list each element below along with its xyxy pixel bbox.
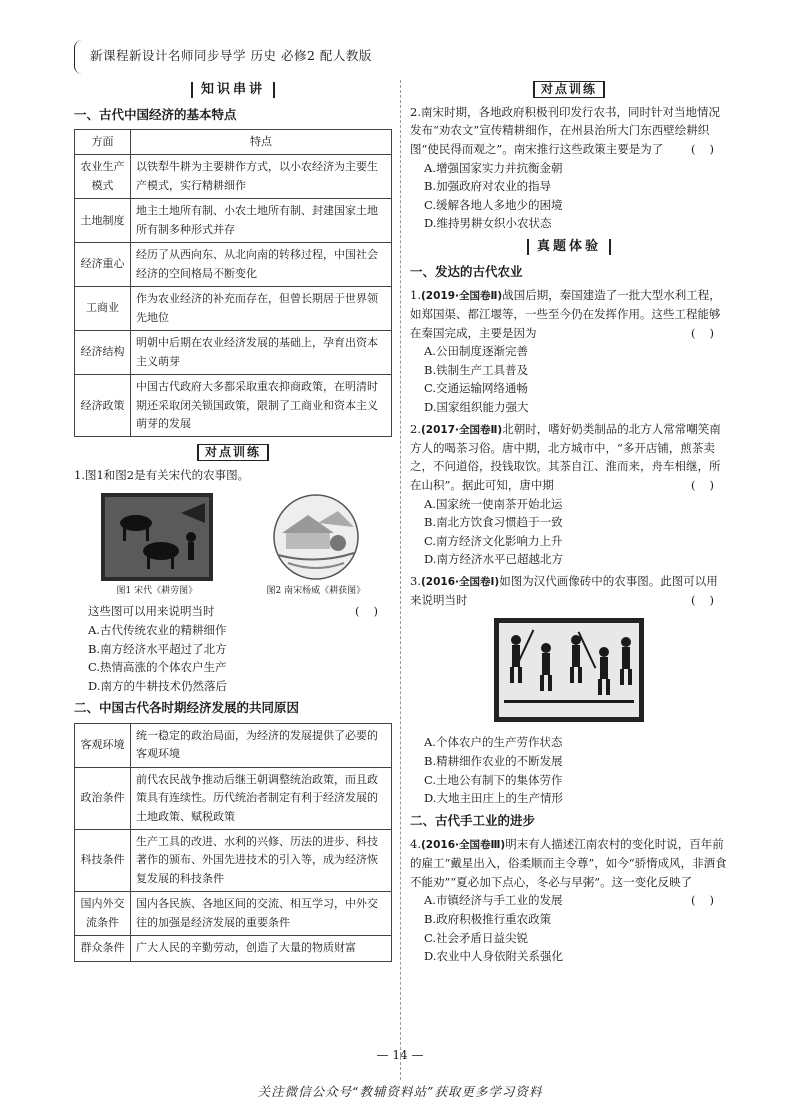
row-key: 土地制度 bbox=[75, 199, 131, 243]
option: B.南北方饮食习惯趋于一致 bbox=[424, 515, 563, 530]
row-key: 工商业 bbox=[75, 287, 131, 331]
answer-blank: () bbox=[355, 604, 392, 619]
option: D.维持男耕女织小农状态 bbox=[424, 216, 552, 231]
figure-2-caption: 图2 南宋杨威《耕获图》 bbox=[266, 585, 366, 596]
row-value: 前代农民战争推动后继王朝调整统治政策，而且政策具有连续性。历代统治者制定有利于经济发展的土地政策、赋税政策 bbox=[131, 767, 392, 829]
row-key: 国内外交流条件 bbox=[75, 892, 131, 936]
question-source: (2017·全国卷Ⅱ) bbox=[420, 423, 503, 436]
option: D.南方的牛耕技术仍然落后 bbox=[88, 678, 227, 693]
section-title-agri: 一、发达的古代农业 bbox=[410, 263, 523, 279]
option: D.国家组织能力强大 bbox=[424, 400, 529, 414]
row-value: 统一稳定的政治局面，为经济的发展提供了必要的客观环境 bbox=[131, 723, 392, 767]
row-value: 国内各民族、各地区间的交流、相互学习，中外交往的加强是经济发展的重要条件 bbox=[131, 892, 392, 936]
row-key: 经济政策 bbox=[75, 375, 131, 437]
row-value: 明朝中后期在农业经济发展的基础上，孕育出资本主义萌芽 bbox=[131, 331, 392, 375]
row-value: 生产工具的改进、水利的兴修、历法的进步、科技著作的颁布、外国先进技术的引入等，成为经济恢复发展的科技条件 bbox=[131, 829, 392, 891]
row-value: 地主土地所有制、小农土地所有制、封建国家土地所有制多种形式并存 bbox=[131, 199, 392, 243]
option: B.政府积极推行重农政策 bbox=[424, 911, 552, 926]
table-header-cell: 特点 bbox=[131, 129, 392, 154]
question-source: (2019·全国卷Ⅱ) bbox=[420, 289, 503, 302]
table-row bbox=[75, 892, 392, 936]
exam-question-2: 2.(2017·全国卷Ⅱ)北朝时，嗜好奶类制品的北方人常常嘲笑南方人的喝茶习俗。唐中期，北方城市中，“多开店铺，煎茶卖之，不问道俗，投钱取饮。其茶自江、淮而来，舟车相继，所在山积”。据此可知，唐中期 () bbox=[410, 420, 728, 495]
exam-question-1: 1.(2019·全国卷Ⅱ)战国后期，秦国建造了一批大型水利工程，如郑国渠、都江堰等，一些至今仍在发挥作用。这些工程能够在秦国完成，主要是因为 () bbox=[410, 286, 728, 342]
answer-blank: () bbox=[691, 593, 728, 607]
harvest-scene-image bbox=[268, 493, 364, 581]
running-header: 新课程新设计名师同步导学 历史 必修2 配人教版 bbox=[90, 48, 372, 63]
option: B.铁制生产工具普及 bbox=[424, 362, 529, 377]
option: D.大地主田庄上的生产情形 bbox=[424, 791, 563, 806]
question-source: (2016·全国卷Ⅲ) bbox=[420, 839, 506, 851]
question-1-stem-2: 这些图可以用来说明当时 () bbox=[74, 602, 392, 621]
exam-question-3: 3.(2016·全国卷Ⅰ)如图为汉代画像砖中的农事图。此图可以用来说明当时 () bbox=[410, 572, 728, 610]
question-source: (2016·全国卷Ⅰ) bbox=[420, 576, 500, 588]
page-number: — 14 — bbox=[376, 1048, 424, 1062]
column-divider bbox=[400, 80, 401, 1080]
section-title-craft: 二、古代手工业的进步 bbox=[410, 812, 536, 828]
option: B.加强政府对农业的指导 bbox=[424, 179, 552, 194]
table-row bbox=[75, 331, 392, 375]
question-1-stem: 1.图1和图2是有关宋代的农事图。 bbox=[74, 468, 250, 483]
section-title-1: 一、古代中国经济的基本特点 bbox=[74, 106, 237, 122]
row-value: 经历了从西向东、从北向南的转移过程，中国社会经济的空间格局不断变化 bbox=[131, 243, 392, 287]
answer-blank: () bbox=[691, 325, 728, 340]
answer-blank: () bbox=[691, 141, 728, 156]
question-2-stem: 2.南宋时期，各地政府积极刊印发行农书，同时针对当地情况发布“劝农文”宣传精耕细作，在州县治所大门东西壁绘耕织图“使民得而观之”。南宋推行这些政策主要是为了 () bbox=[410, 103, 728, 159]
row-value: 广大人民的辛勤劳动，创造了大量的物质财富 bbox=[131, 936, 392, 961]
option: A.古代传统农业的精耕细作 bbox=[88, 622, 227, 637]
features-table bbox=[74, 129, 392, 438]
option: D.南方经济水平已超越北方 bbox=[424, 552, 563, 567]
table-header-row bbox=[75, 129, 392, 154]
row-key: 科技条件 bbox=[75, 829, 131, 891]
table-row bbox=[75, 375, 392, 437]
section-title-2: 二、中国古代各时期经济发展的共同原因 bbox=[74, 700, 300, 716]
option: A.国家统一使南茶开始北运 bbox=[424, 496, 563, 511]
option: B.精耕细作农业的不断发展 bbox=[424, 753, 563, 768]
option: C.南方经济文化影响力上升 bbox=[424, 533, 563, 548]
causes-table bbox=[74, 723, 392, 962]
farming-scene-image bbox=[101, 493, 213, 581]
right-column bbox=[410, 78, 728, 966]
row-key: 政治条件 bbox=[75, 767, 131, 829]
banner-knowledge: 知识串讲 bbox=[74, 80, 392, 99]
option: C.交通运输网络通畅 bbox=[424, 381, 529, 396]
row-key: 经济重心 bbox=[75, 243, 131, 287]
practice-label-1: 对点训练 bbox=[74, 443, 392, 462]
table-row bbox=[75, 723, 392, 767]
banner-exam: 真题体验 bbox=[410, 237, 728, 256]
row-key: 经济结构 bbox=[75, 331, 131, 375]
option: C.社会矛盾日益尖锐 bbox=[424, 930, 529, 945]
table-header-cell: 方面 bbox=[75, 129, 131, 154]
figure-1-caption: 图1 宋代《耕劳图》 bbox=[116, 585, 198, 596]
header-decoration bbox=[74, 40, 83, 74]
han-brick-image bbox=[494, 618, 644, 722]
left-column bbox=[74, 78, 392, 962]
table-row bbox=[75, 287, 392, 331]
answer-blank: () bbox=[691, 477, 728, 492]
option: D.农业中人身依附关系强化 bbox=[424, 949, 563, 964]
table-row bbox=[75, 199, 392, 243]
option: A.个体农户的生产劳作状态 bbox=[424, 735, 563, 750]
option: C.缓解各地人多地少的困境 bbox=[424, 197, 563, 212]
row-value: 以铁犁牛耕为主要耕作方式，以小农经济为主要生产模式，实行精耕细作 bbox=[131, 155, 392, 199]
row-value: 作为农业经济的补充而存在，但曾长期居于世界领先地位 bbox=[131, 287, 392, 331]
row-key: 客观环境 bbox=[75, 723, 131, 767]
table-row bbox=[75, 936, 392, 961]
exam-question-4: 4.(2016·全国卷Ⅲ)明末有人描述江南农村的变化时说，百年前的雇工“戴星出入，俗柔顺而主令尊”，如今“骄惰成风，非酒食不能劝”“夏必加下点心，冬必与早粥”。这一变化反映了 () bbox=[410, 835, 728, 891]
option: C.热情高涨的个体农户生产 bbox=[88, 660, 227, 675]
answer-blank: () bbox=[691, 893, 728, 908]
option: A.增强国家实力并抗衡金朝 bbox=[424, 160, 563, 175]
table-row bbox=[75, 829, 392, 891]
figure-row bbox=[74, 493, 392, 599]
practice-label-2: 对点训练 bbox=[410, 80, 728, 99]
table-row bbox=[75, 767, 392, 829]
option: B.南方经济水平超过了北方 bbox=[88, 641, 227, 656]
figure-1 bbox=[101, 493, 213, 599]
table-row bbox=[75, 155, 392, 199]
row-value: 中国古代政府大多都采取重农抑商政策，在明清时期还采取闭关锁国政策，限制了工商业和资本主义萌芽的发展 bbox=[131, 375, 392, 437]
footer-note: 关注微信公众号“教辅资料站”获取更多学习资料 bbox=[257, 1084, 543, 1099]
figure-2 bbox=[267, 493, 366, 599]
option: A.公田制度逐渐完善 bbox=[424, 344, 528, 359]
option: A.市镇经济与手工业的发展 bbox=[424, 893, 563, 908]
row-key: 群众条件 bbox=[75, 936, 131, 961]
table-row bbox=[75, 243, 392, 287]
row-key: 农业生产模式 bbox=[75, 155, 131, 199]
option: C.土地公有制下的集体劳作 bbox=[424, 772, 563, 787]
han-brick-figure bbox=[410, 618, 728, 728]
